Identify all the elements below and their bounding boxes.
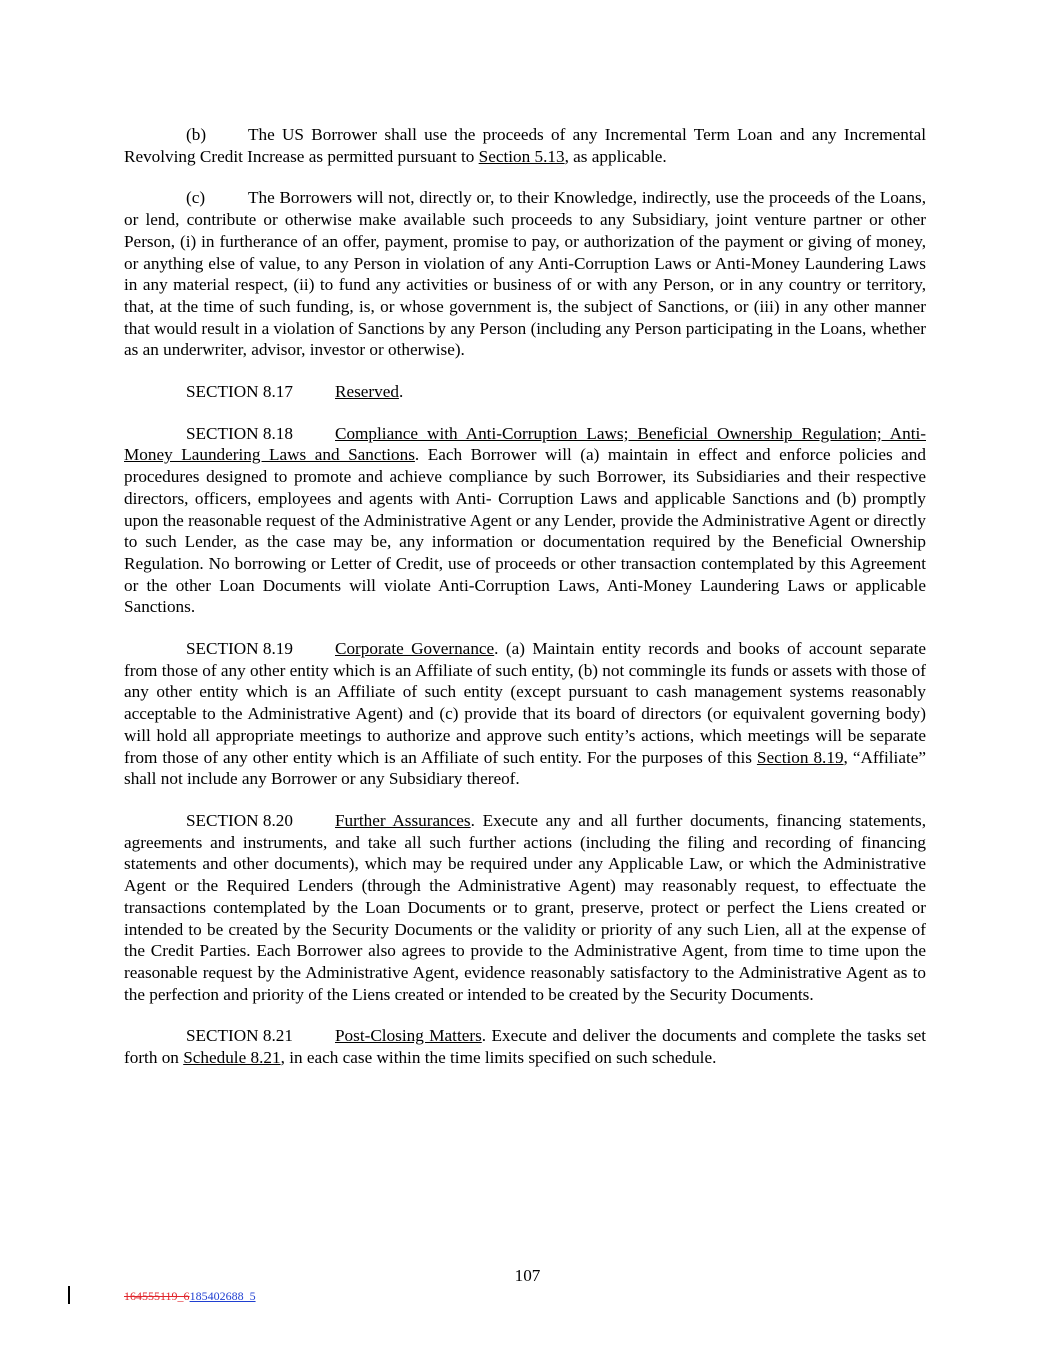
paragraph-b-text-1: The US Borrower shall use the proceeds of any Incremental Term Loan and any Incremental Revolving Credit Increase as permitted pursuant to bbox=[124, 125, 926, 166]
section-8-18-number: SECTION 8.18 bbox=[186, 423, 293, 443]
section-8-19-title: Corporate Governance bbox=[335, 639, 495, 659]
section-8-17-title: Reserved bbox=[335, 382, 399, 402]
section-8-19-number: SECTION 8.19 bbox=[186, 639, 293, 659]
page-number: 107 bbox=[514, 1266, 541, 1285]
section-8-18-text: . Each Borrower will (a) maintain in effect and enforce policies and procedures designed to promote and achieve compliance by such Borrower, its Subsidiaries and their respective directors, officers, employees and agents with Anti- Corruption Laws and applicable Sanctions and (b) promptly upon the reasonable request of the Administrative Agent or any Lender, provide the Administrative Agent or directly to such Lender, as the case may be, any information or documentation required by the Beneficial Ownership Regulation. No borrowing or Letter of Credit, use of proceeds or other transaction contemplated by this Agreement or the other Loan Documents will violate Anti-Corruption Laws, Anti-Money Laundering Laws or applicable Sanctions. bbox=[124, 445, 926, 617]
section-8-17 bbox=[124, 381, 926, 403]
section-8-20-number: SECTION 8.20 bbox=[186, 810, 293, 830]
section-8-20-title: Further Assurances bbox=[335, 810, 471, 830]
section-8-21 bbox=[124, 1025, 926, 1068]
page-body bbox=[124, 124, 926, 1089]
document-id-inserted: 185402688_5 bbox=[189, 1289, 256, 1303]
section-8-19-text-2: , “Affiliate” shall not include any Borrower or any Subsidiary thereof. bbox=[124, 747, 926, 789]
paragraph-c bbox=[124, 187, 926, 361]
section-8-19 bbox=[124, 638, 926, 790]
section-8-17-number: SECTION 8.17 bbox=[186, 382, 293, 402]
section-8-21-text-1: . Execute and deliver the documents and complete the tasks set forth on bbox=[124, 1026, 927, 1068]
revision-change-bar bbox=[68, 1286, 70, 1304]
section-8-20-text: . Execute any and all further documents, financing statements, agreements and instruments, and take all such further actions (including the filing and recording of financing statements and other documents), which may be required under any Applicable Law, or which the Administrative Agent or the Required Lenders (through the Administrative Agent) may reasonably request, to effectuate the transactions contemplated by the Loan Documents or to grant, preserve, protect or perfect the Liens created or intended to be created by the Security Documents or the validity or priority of any such Lien, all at the expense of the Credit Parties. Each Borrower also agrees to provide to the Administrative Agent, from time to time upon the reasonable request by the Administrative Agent, evidence reasonably satisfactory to the Administrative Agent as to the perfection and priority of the Liens created or intended to be created by the Security Documents. bbox=[124, 810, 926, 1004]
section-8-18 bbox=[124, 423, 926, 618]
section-8-18-title: Compliance with Anti-Corruption Laws; Beneficial Ownership Regulation; Anti-Money Laundering Laws and Sanctions bbox=[124, 423, 926, 465]
section-8-21-text-2: , in each case within the time limits specified on such schedule. bbox=[280, 1048, 717, 1068]
paragraph-c-text: The Borrowers will not, directly or, to their Knowledge, indirectly, use the proceeds of the Loans, or lend, contribute or otherwise make available such proceeds to any Subsidiary, joint venture partner or other Person, (i) in furtherance of an offer, payment, promise to pay, or authorization of the payment or giving of money, or anything else of value, to any Person in violation of any Anti-Corruption Laws or Anti-Money Laundering Laws in any material respect, (ii) to fund any activities or business of or with any Person, or in any country or territory, that, at the time of such funding, is, or whose government is, the subject of Sanctions, or (iii) in any other manner that would result in a violation of Sanctions by any Person (including any Person participating in the Loans, whether as an underwriter, advisor, investor or otherwise). bbox=[124, 188, 926, 360]
section-8-21-title: Post-Closing Matters bbox=[335, 1026, 482, 1046]
paragraph-b bbox=[124, 124, 926, 167]
section-8-20 bbox=[124, 810, 926, 1005]
section-8-21-number: SECTION 8.21 bbox=[186, 1026, 293, 1046]
section-8-19-text-1: . (a) Maintain entity records and books of account separate from those of any other entity which is an Affiliate of such entity, (b) not commingle its funds or assets with those of any other entity which is an Affiliate of such entity (except pursuant to cash management systems reasonably acceptable to the Administrative Agent) and (c) provide that its board of directors (or equivalent governing body) will hold all appropriate meetings to authorize and approve such entity’s actions, which meetings will be separate from those of any other entity which is an Affiliate of such entity. For the purposes of this bbox=[124, 639, 926, 767]
section-8-19-reference: Section 8.19 bbox=[756, 747, 844, 767]
paragraph-b-text-2: , as applicable. bbox=[564, 146, 667, 166]
document-id-deleted: 164555119_6 bbox=[124, 1289, 190, 1303]
schedule-8-21-reference: Schedule 8.21 bbox=[183, 1048, 281, 1068]
section-8-17-period: . bbox=[398, 382, 404, 402]
paragraph-b-label: (b) bbox=[186, 125, 207, 144]
paragraph-c-label: (c) bbox=[186, 188, 206, 208]
section-5-13-reference: Section 5.13 bbox=[478, 146, 565, 166]
document-id-footer bbox=[124, 1289, 256, 1303]
